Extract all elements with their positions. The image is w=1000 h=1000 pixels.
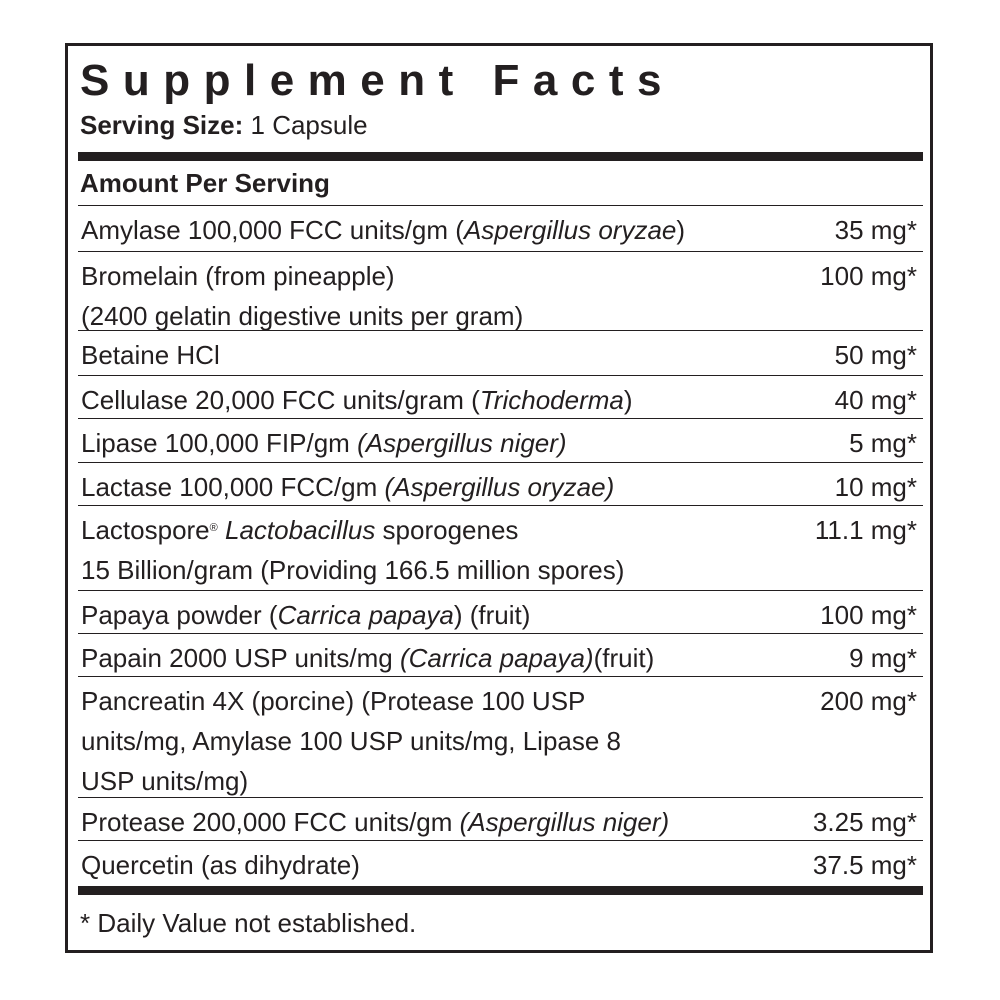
name-segment: sporogenes — [375, 515, 519, 545]
ingredient-row — [78, 375, 923, 418]
name-segment: (2400 gelatin digestive units per gram) — [81, 301, 524, 331]
name-segment: Quercetin (as dihydrate) — [81, 850, 360, 880]
name-segment: Lactase 100,000 FCC/gm — [81, 472, 385, 502]
ingredient-row — [78, 505, 923, 590]
name-segment: Cellulase 20,000 FCC units/gram ( — [81, 385, 480, 415]
ingredient-name — [81, 380, 633, 420]
ingredient-name — [81, 595, 530, 635]
ingredient-name-line — [81, 510, 624, 550]
ingredient-row — [78, 330, 923, 375]
ingredient-name — [81, 256, 523, 336]
registered-mark: ® — [209, 522, 218, 534]
ingredient-name — [81, 802, 669, 842]
ingredient-row — [78, 840, 923, 883]
ingredient-name-line — [81, 638, 654, 678]
ingredient-name-line — [81, 256, 523, 296]
name-segment: (Carrica papaya) — [399, 643, 594, 673]
name-segment: USP units/mg) — [81, 766, 249, 796]
ingredient-amount: 200 mg* — [820, 686, 917, 716]
name-segment: Lactospore — [81, 515, 210, 545]
name-segment: Papaya powder ( — [81, 600, 278, 630]
name-segment — [218, 515, 225, 545]
ingredient-name-line — [81, 595, 530, 635]
ingredient-amount: 35 mg* — [834, 215, 917, 245]
name-segment: ) — [623, 385, 633, 415]
name-segment: Bromelain (from pineapple) — [81, 261, 395, 291]
ingredient-name — [81, 335, 220, 375]
name-segment: Amylase 100,000 FCC units/gm — [81, 215, 456, 245]
footnote: * Daily Value not established. — [80, 908, 417, 938]
ingredient-name-line — [81, 802, 669, 842]
ingredient-row — [78, 205, 923, 251]
ingredient-name — [81, 423, 567, 463]
panel-title: Supplement Facts — [80, 56, 675, 105]
name-segment: Pancreatin 4X (porcine) (Protease 100 USP — [81, 686, 586, 716]
name-segment: (Aspergillus oryzae) — [384, 472, 615, 502]
ingredient-row — [78, 418, 923, 462]
thick-divider-bottom — [78, 886, 923, 895]
ingredient-name — [81, 510, 624, 590]
name-segment: 15 Billion/gram (Providing 166.5 million spores) — [81, 555, 625, 585]
ingredient-name-line — [81, 681, 621, 721]
name-segment: Carrica papaya — [277, 600, 454, 630]
ingredient-amount: 3.25 mg* — [812, 807, 917, 837]
ingredient-amount: 11.1 mg* — [814, 515, 917, 545]
name-segment: (Aspergillus niger) — [459, 807, 670, 837]
ingredient-row — [78, 633, 923, 676]
name-segment: (Aspergillus niger) — [357, 428, 567, 458]
ingredient-row — [78, 797, 923, 840]
name-segment: Papain 2000 USP units/mg — [81, 643, 400, 673]
name-segment: Protease 200,000 FCC units/gm — [81, 807, 460, 837]
ingredient-amount: 10 mg* — [834, 472, 917, 502]
ingredient-row — [78, 462, 923, 505]
thick-divider-top — [78, 152, 923, 161]
name-segment: units/mg, Amylase 100 USP units/mg, Lipase 8 — [81, 726, 622, 756]
name-segment: Lipase 100,000 FIP/gm — [81, 428, 358, 458]
ingredient-name — [81, 467, 614, 507]
ingredient-list — [78, 205, 923, 883]
ingredient-amount: 50 mg* — [834, 340, 917, 370]
ingredient-name-line — [81, 380, 633, 420]
ingredient-name — [81, 681, 621, 801]
ingredient-amount: 40 mg* — [834, 385, 917, 415]
name-segment: ) — [676, 215, 686, 245]
name-segment: ( — [455, 215, 464, 245]
ingredient-amount: 100 mg* — [820, 261, 917, 291]
ingredient-row — [78, 251, 923, 330]
name-segment: Trichoderma — [479, 385, 624, 415]
ingredient-name-line — [81, 210, 685, 250]
ingredient-name — [81, 210, 685, 250]
ingredient-name-line — [81, 467, 614, 507]
ingredient-name — [81, 845, 360, 885]
ingredient-row — [78, 590, 923, 633]
supplement-facts-panel — [65, 43, 933, 953]
ingredient-name-line — [81, 845, 360, 885]
name-segment: ) (fruit) — [453, 600, 531, 630]
amount-per-serving-heading: Amount Per Serving — [80, 168, 330, 198]
ingredient-amount: 100 mg* — [820, 600, 917, 630]
name-segment: (fruit) — [593, 643, 655, 673]
ingredient-amount: 9 mg* — [849, 643, 917, 673]
ingredient-row — [78, 676, 923, 797]
ingredient-name-line — [81, 335, 220, 375]
name-segment: Aspergillus oryzae — [463, 215, 677, 245]
ingredient-name-line — [81, 761, 621, 801]
name-segment: Betaine HCl — [81, 340, 220, 370]
ingredient-name-line — [81, 721, 621, 761]
serving-size-value: 1 Capsule — [243, 110, 368, 140]
ingredient-name-line — [81, 550, 624, 590]
ingredient-name-line — [81, 423, 567, 463]
serving-size — [80, 110, 368, 141]
serving-size-label: Serving Size: — [80, 110, 244, 140]
name-segment: Lactobacillus — [225, 515, 376, 545]
ingredient-amount: 37.5 mg* — [812, 850, 917, 880]
ingredient-amount: 5 mg* — [849, 428, 917, 458]
ingredient-name — [81, 638, 654, 678]
